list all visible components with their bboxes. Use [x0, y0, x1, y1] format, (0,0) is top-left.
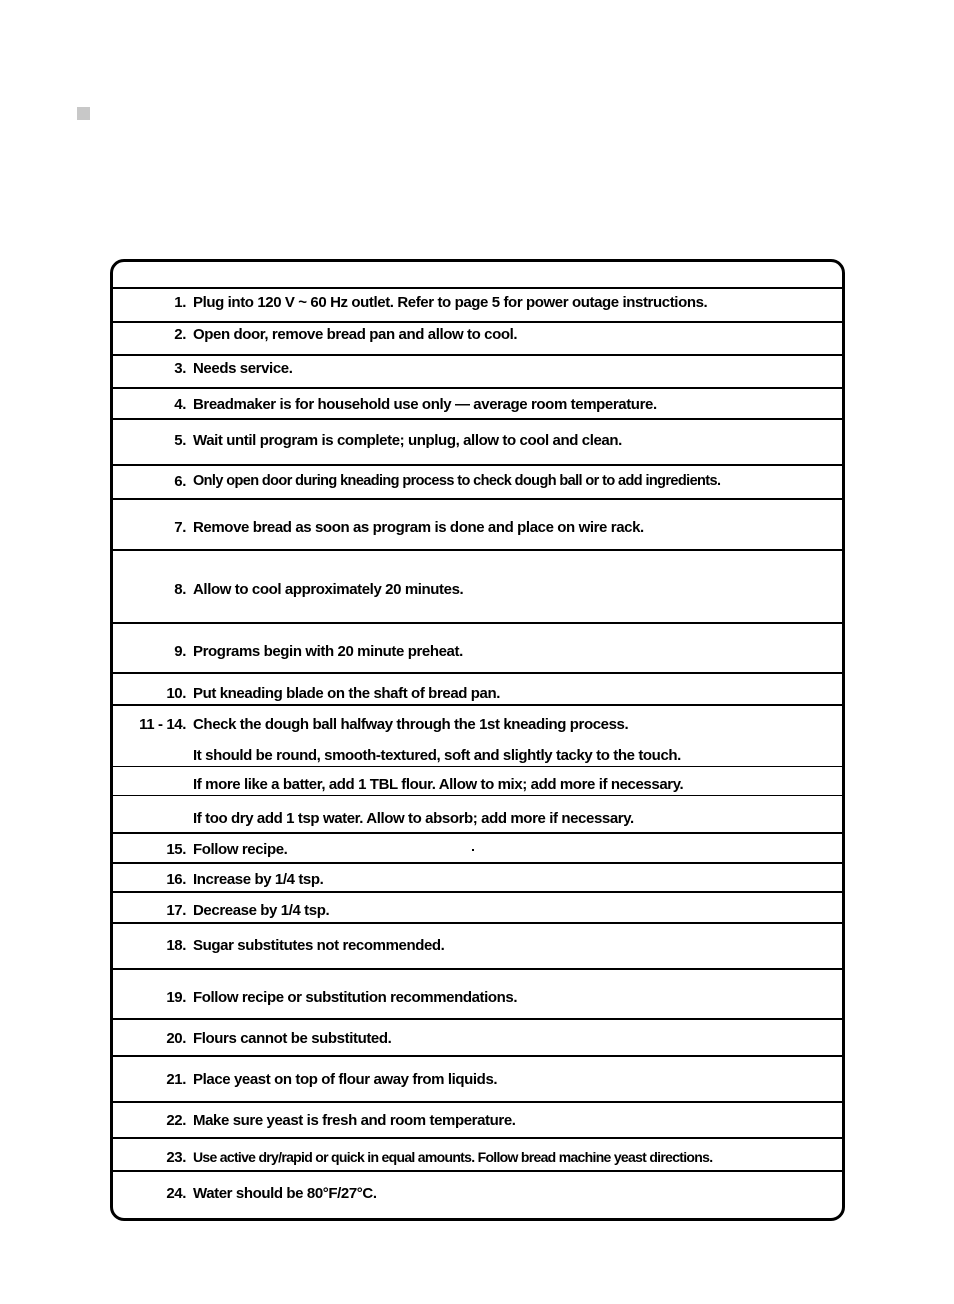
- table-rule: [113, 968, 842, 970]
- table-rule: [113, 622, 842, 624]
- row-number: 2.: [174, 325, 186, 343]
- row-text: Allow to cool approximately 20 minutes.: [193, 580, 464, 598]
- row-number: 5.: [174, 431, 186, 449]
- instructions-table: [110, 259, 845, 1221]
- row-text: Make sure yeast is fresh and room temperature.: [193, 1111, 516, 1129]
- row-text: If more like a batter, add 1 TBL flour. Allow to mix; add more if necessary.: [193, 775, 684, 793]
- table-rule: [113, 354, 842, 356]
- table-rule: [113, 1055, 842, 1057]
- table-rule: [113, 418, 842, 420]
- table-row: [113, 429, 842, 451]
- table-row: [113, 323, 842, 345]
- row-text: Water should be 80°F/27°C.: [193, 1184, 377, 1202]
- table-rule: [113, 891, 842, 893]
- table-row: [113, 682, 842, 704]
- row-text: Remove bread as soon as program is done and place on wire rack.: [193, 518, 644, 536]
- row-text: Follow recipe or substitution recommendations.: [193, 988, 518, 1006]
- scan-speck: [472, 849, 474, 851]
- table-row: [113, 640, 842, 662]
- row-text: Decrease by 1/4 tsp.: [193, 901, 330, 919]
- row-text: Programs begin with 20 minute preheat.: [193, 642, 463, 660]
- table-row: [113, 291, 842, 313]
- table-row: [113, 773, 842, 795]
- table-rule: [113, 795, 842, 796]
- row-text: Plug into 120 V ~ 60 Hz outlet. Refer to page 5 for power outage instructions.: [193, 293, 708, 311]
- row-text: Needs service.: [193, 359, 293, 377]
- row-number: 17.: [166, 901, 186, 919]
- row-number: 22.: [166, 1111, 186, 1129]
- table-row: [113, 986, 842, 1008]
- table-rule: [113, 498, 842, 500]
- row-text: Check the dough ball halfway through the 1st kneading process.: [193, 715, 629, 733]
- row-text: Increase by 1/4 tsp.: [193, 870, 324, 888]
- row-number: 20.: [166, 1029, 186, 1047]
- row-number: 9.: [174, 642, 186, 660]
- row-text: Only open door during kneading process to check dough ball or to add ingredients.: [193, 473, 721, 489]
- row-number: 23.: [166, 1148, 186, 1166]
- row-text: It should be round, smooth-textured, soft and slightly tacky to the touch.: [193, 746, 681, 764]
- table-row: [113, 357, 842, 379]
- row-number: 16.: [166, 870, 186, 888]
- row-number: 1.: [174, 293, 186, 311]
- table-row: [113, 516, 842, 538]
- table-rule: [113, 862, 842, 864]
- row-number: 6.: [174, 472, 186, 490]
- row-number: 10.: [166, 684, 186, 702]
- row-number: 24.: [166, 1184, 186, 1202]
- row-number: 21.: [166, 1070, 186, 1088]
- table-row: [113, 578, 842, 600]
- table-row: [113, 807, 842, 829]
- table-rule: [113, 704, 842, 706]
- table-row: [113, 1146, 842, 1168]
- table-row: [113, 1068, 842, 1090]
- row-text: Place yeast on top of flour away from liquids.: [193, 1070, 498, 1088]
- row-number: 8.: [174, 580, 186, 598]
- row-text: Flours cannot be substituted.: [193, 1029, 392, 1047]
- table-rule: [113, 766, 842, 767]
- table-row: [113, 1182, 842, 1204]
- row-number: 15.: [166, 840, 186, 858]
- corner-mark: [77, 107, 90, 120]
- table-row: [113, 838, 842, 860]
- row-text: Open door, remove bread pan and allow to cool.: [193, 325, 518, 343]
- table-row: [113, 1109, 842, 1131]
- row-number: 19.: [166, 988, 186, 1006]
- table-rule: [113, 549, 842, 551]
- table-rule: [113, 1101, 842, 1103]
- table-rule: [113, 672, 842, 674]
- row-text: Wait until program is complete; unplug, allow to cool and clean.: [193, 431, 622, 449]
- table-rule: [113, 1170, 842, 1172]
- row-text: Put kneading blade on the shaft of bread pan.: [193, 684, 501, 702]
- row-number: 7.: [174, 518, 186, 536]
- table-row: [113, 470, 842, 492]
- table-row: [113, 713, 842, 735]
- table-rule: [113, 922, 842, 924]
- row-text: If too dry add 1 tsp water. Allow to absorb; add more if necessary.: [193, 809, 634, 827]
- row-text: Follow recipe.: [193, 840, 288, 858]
- row-text: Use active dry/rapid or quick in equal amounts. Follow bread machine yeast directions.: [193, 1149, 713, 1165]
- row-number: 3.: [174, 359, 186, 377]
- table-row: [113, 1027, 842, 1049]
- table-rule: [113, 287, 842, 289]
- table-row: [113, 868, 842, 890]
- table-row: [113, 899, 842, 921]
- row-number: 11 - 14.: [139, 715, 186, 733]
- table-rule: [113, 1137, 842, 1139]
- table-row: [113, 744, 842, 766]
- row-number: 18.: [166, 936, 186, 954]
- row-text: Sugar substitutes not recommended.: [193, 936, 445, 954]
- table-rule: [113, 832, 842, 834]
- table-row: [113, 393, 842, 415]
- table-row: [113, 934, 842, 956]
- row-text: Breadmaker is for household use only — average room temperature.: [193, 395, 657, 413]
- row-number: 4.: [174, 395, 186, 413]
- table-rule: [113, 387, 842, 389]
- table-rule: [113, 464, 842, 466]
- table-rule: [113, 1018, 842, 1020]
